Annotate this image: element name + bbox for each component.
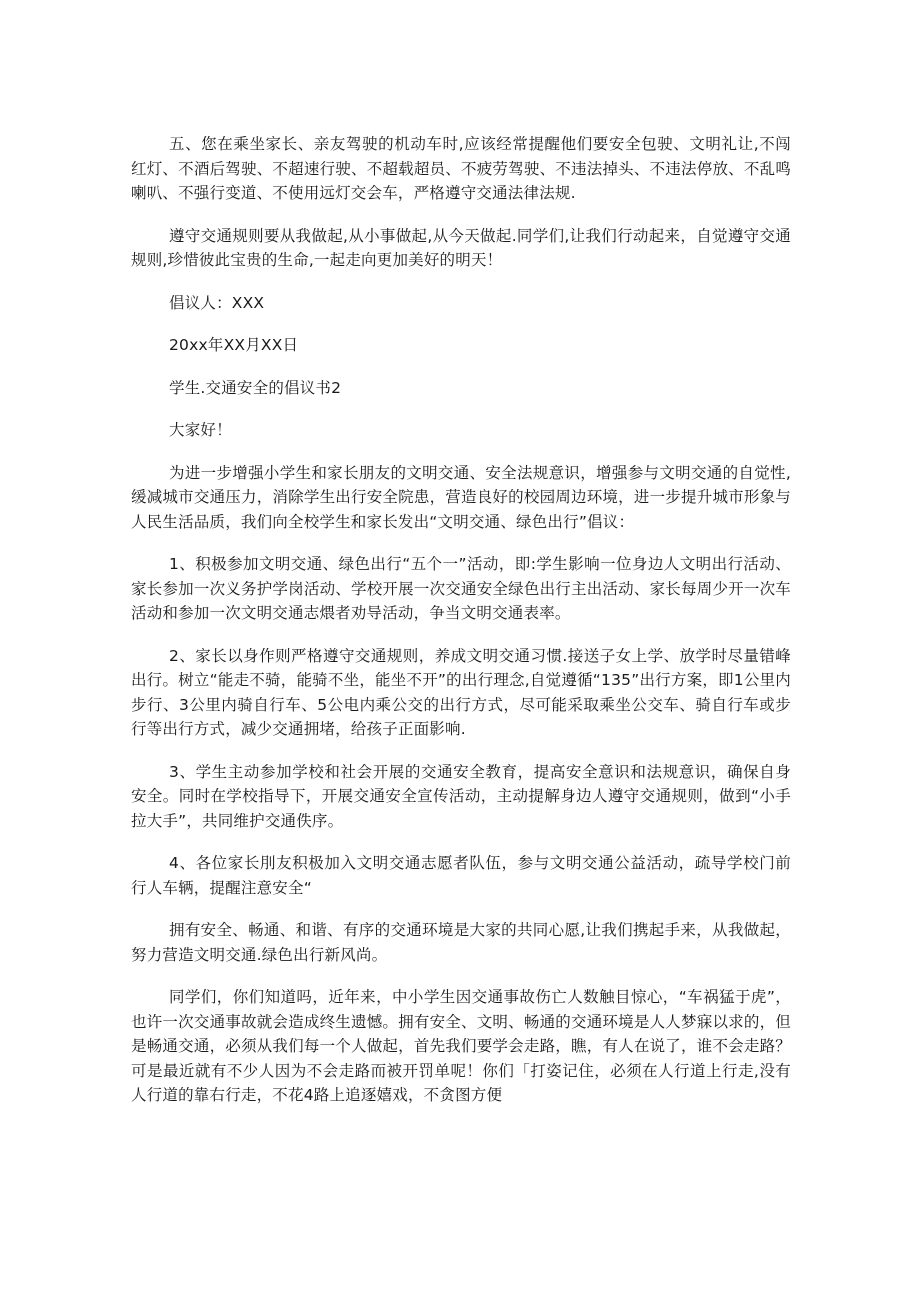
paragraph-passenger-reminder: 五、您在乘坐家长、亲友驾驶的机动车时,应该经常提醒他们要安全包驶、文明礼让,不闯红灯、不酒后驾驶、不超速行驶、不超载超员、不疲劳驾驶、不违法掉头、不违法停放、不乱鸣喇叭、不强行变道、不使用远灯交会车，严格遵守交通法律法规. <box>131 135 791 202</box>
paragraph-start-from-me: 遵守交通规则要从我做起,从小事做起,从今天做起.同学们,让我们行动起来，自觉遵守交通规则,珍惜彼此宝贵的生命,一起走向更加美好的明天！ <box>131 226 791 269</box>
paragraph-intro: 为进一步增强小学生和家长朋友的文明交通、安全法规意识，增强参与文明交通的自觉性,缓减城市交通压力，消除学生出行安全院患，营造良好的校园周边环境，进一步提升城市形象与人民生活品质，我们向全校学生和家长发出“文明交通、绿色出行”倡议： <box>131 463 791 531</box>
paragraph-item-1: 1、积极参加文明交通、绿色出行“五个一”活动，即:学生影响一位身边人文明出行活动、家长参加一次义务护学岗活动、学校开展一次交通安全绿色出行主出活动、家长每周少开一次车活动和参加一次文明交通志煨者劝导活动，争当文明交通表率。 <box>131 555 791 622</box>
document-page <box>131 132 791 1108</box>
section-title: 学生.交通安全的倡议书2 <box>169 378 342 397</box>
date-line: 20xx年XX月XX日 <box>169 336 299 354</box>
paragraph-shared-wish: 拥有安全、畅通、和谐、有序的交通环境是大家的共同心愿,让我们携起手来，从我做起，努力营造文明交通.绿色出行新风尚。 <box>131 921 791 964</box>
proposer-line: 倡议人：XXX <box>169 293 265 312</box>
paragraph-item-4: 4、各位家长刖友积极加入文明交通志愿者队伍，参与文明交通公益活动，疏导学校门前行人车辆，提醒注意安全“ <box>131 854 791 897</box>
paragraph-item-2: 2、家长以身作则严格遵守交通规则，养成文明交通习惯.接送子女上学、放学时尽量错峰出行。树立“能走不骑，能骑不坐，能坐不开”的出行理念,自觉遵循“135”出行方案，即1公里内步行、3公里内骑自行车、5公电内乘公交的出行方式，尽可能采取乘坐公交车、骑自行车或步行等出行方式，减少交通拥堵，给孩子正面影响. <box>131 646 791 738</box>
paragraph-students-address: 同学们，你们知道吗，近年来，中小学生因交通事故伤亡人数触目惊心，“车祸猛于虎”，也许一次交通事故就会造成终生遗憾。拥有安全、文明、畅通的交通环境是人人梦寐以求的，但是畅通交通，必须从我们每一个人做起，首先我们要学会走路，瞧，有人在说了，谁不会走路？可是最近就有不少人因为不会走路而被开罚单呢！你们「打姿记住，必须在人行道上行走,没有人行道的靠右行走，不花4路上追逐嬉戏，不贪图方便 <box>131 988 791 1104</box>
greeting: 大家好！ <box>169 421 232 439</box>
paragraph-item-3: 3、学生主动参加学校和社会开展的交通安全教育，提高安全意识和法规意识，确保自身安全。同时在学校指导下，开展交通安全宣传活动，主动提解身边人遵守交通规则，做到“小手拉大手”，共同维护交通佚序。 <box>131 762 791 830</box>
